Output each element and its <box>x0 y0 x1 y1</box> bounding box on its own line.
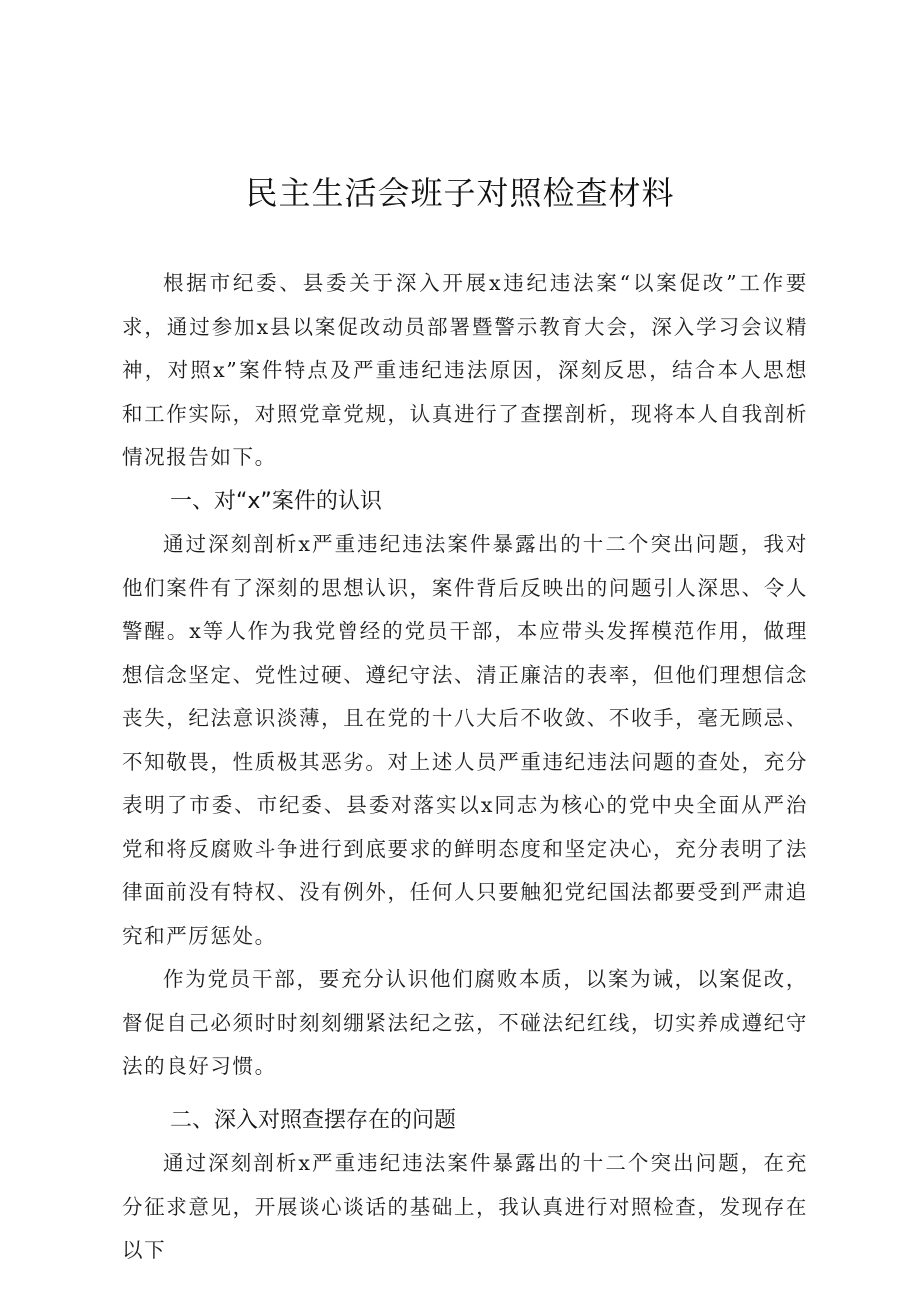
intro-paragraph: 根据市纪委、县委关于深入开展x违纪违法案“以案促改”工作要求，通过参加x县以案促改动员部署暨警示教育大会，深入学习会议精神，对照x”案件特点及严重违纪违法原因，深刻反思，结合本人思想和工作实际，对照党章党规，认真进行了查摆剖析，现将本人自我剖析情况报告如下。 <box>122 271 808 469</box>
section-1-heading: 一、对“x”案件的认识 <box>170 488 382 514</box>
section-1-paragraph: 通过深刻剖析x严重违纪违法案件暴露出的十二个突出问题，我对他们案件有了深刻的思想认识，案件背后反映出的问题引人深思、令人警醒。x等人作为我党曾经的党员干部，本应带头发挥模范作用，做理想信念坚定、党性过硬、遵纪守法、清正廉洁的表率，但他们理想信念丧失，纪法意识淡薄，且在党的十八大后不收敛、不收手，毫无顾忌、不知敬畏，性质极其恶劣。对上述人员严重违纪违法问题的查处，充分表明了市委、市纪委、县委对落实以x同志为核心的党中央全面从严治党和将反腐败斗争进行到底要求的鲜明态度和坚定决心，充分表明了法律面前没有特权、没有例外，任何人只要触犯党纪国法都要受到严肃追究和严厉惩处。 <box>122 532 808 948</box>
document-title: 民主生活会班子对照检查材料 <box>245 174 675 212</box>
document-body <box>122 262 808 1273</box>
section-1-paragraph: 作为党员干部，要充分认识他们腐败本质，以案为诫，以案促改，督促自己必须时时刻刻绷紧法纪之弦，不碰法纪红线，切实养成遵纪守法的良好习惯。 <box>122 967 808 1078</box>
section-2-paragraph: 通过深刻剖析x严重违纪违法案件暴露出的十二个突出问题，在充分征求意见，开展谈心谈话的基础上，我认真进行对照检查，发现存在以下 <box>122 1151 808 1262</box>
section-2-heading: 二、深入对照查摆存在的问题 <box>170 1107 457 1133</box>
